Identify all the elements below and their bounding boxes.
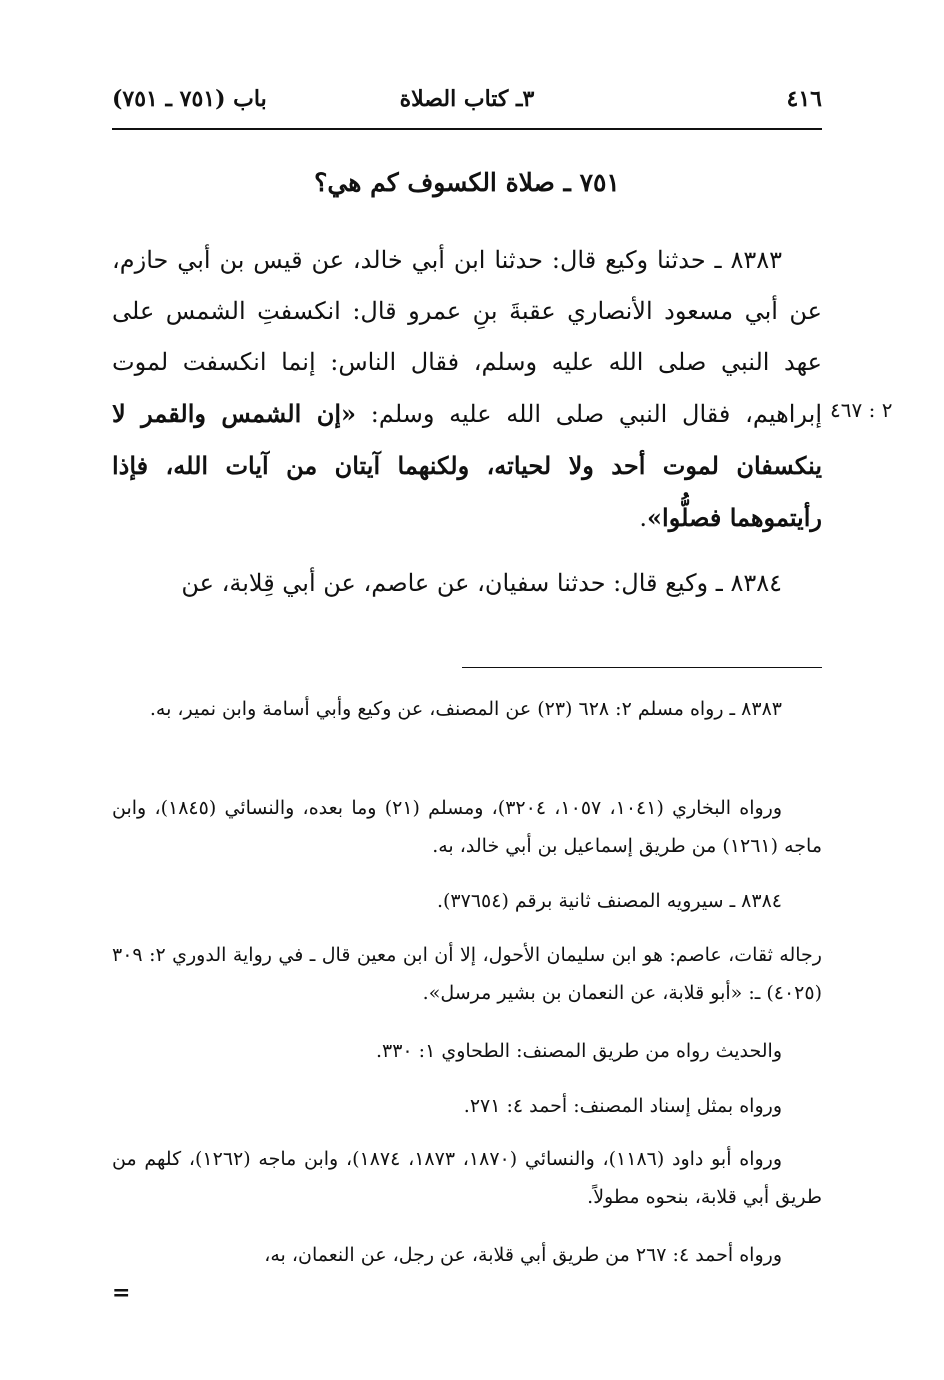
footnote-8384-tahawi: والحديث رواه من طريق المصنف: الطحاوي ١: ٣٣٠. xyxy=(375,1040,782,1062)
hadith-8383-text: ٨٣٨٣ ـ حدثنا وكيع قال: حدثنا ابن أبي خالد، عن قيس بن أبي حازم، عن أبي مسعود الأنصاري عقبةَ بنِ عمرو قال: انكسفتِ الشمس على عهد النبي صلى الله عليه وسلم، فقال الناس: إنما انكسفت لموت إبراهيم، فقال النبي صلى الله عليه وسلم: xyxy=(112,246,822,428)
continuation-mark: = xyxy=(112,1280,131,1306)
header-rule xyxy=(112,128,822,130)
hadith-8383-prophetic-text: «إن الشمس والقمر لا ينكسفان لموت أحد ولا لحياته، ولكنهما آيتان من آيات الله، فإذا رأيتموهما فصلُّوا» xyxy=(112,399,822,532)
book-title: ٣ـ كتاب الصلاة xyxy=(399,86,535,112)
page-number: ٤١٦ xyxy=(786,86,822,112)
section-title: ٧٥١ ـ صلاة الكسوف كم هي؟ xyxy=(314,168,620,197)
footnote-8383: ٨٣٨٣ ـ رواه مسلم ٢: ٦٢٨ (٢٣) عن المصنف، عن وكيع وأبي أسامة وابن نمير، به. xyxy=(149,698,782,720)
footnote-8384-narrators: رجاله ثقات، عاصم: هو ابن سليمان الأحول، إلا أن ابن معين قال ـ في رواية الدوري ٢: ٣٠٩ (٤٠٢٥) ـ: «أبو قلابة، عن النعمان بن بشير مرسل». xyxy=(112,944,822,1004)
footnote-8384: ٨٣٨٤ ـ سيرويه المصنف ثانية برقم (٣٧٦٥٤). xyxy=(436,890,782,912)
chapter-range: باب (٧٥١ ـ ٧٥١) xyxy=(112,86,267,112)
footnote-8384-ahmad-2: ورواه أحمد ٤: ٢٦٧ من طريق أبي قلابة، عن رجل، عن النعمان، به، xyxy=(264,1244,782,1266)
hadith-8383-end: . xyxy=(639,504,648,532)
hadith-8383 xyxy=(112,235,822,544)
hadith-8384: ٨٣٨٤ ـ وكيع قال: حدثنا سفيان، عن عاصم، عن أبي قِلابة، عن xyxy=(181,569,782,597)
running-header xyxy=(112,86,822,122)
footnote-8384-abu-dawud: ورواه أبو داود (١١٨٦)، والنسائي (١٨٧٠، ١٨٧٣، ١٨٧٤)، وابن ماجه (١٢٦٢)، كلهم من طريق أبي قلابة، بنحوه مطولاً. xyxy=(112,1148,822,1208)
footnote-8383-more: ورواه البخاري (١٠٤١، ١٠٥٧، ٣٢٠٤)، ومسلم (٢١) وما بعده، والنسائي (١٨٤٥)، وابن ماجه (١٢٦١) من طريق إسماعيل بن أبي خالد، به. xyxy=(112,797,822,857)
footnote-8384-ahmad: ورواه بمثل إسناد المصنف: أحمد ٤: ٢٧١. xyxy=(463,1095,782,1117)
footnote-separator xyxy=(462,667,822,668)
margin-reference: ٢ : ٤٦٧ xyxy=(830,398,893,422)
